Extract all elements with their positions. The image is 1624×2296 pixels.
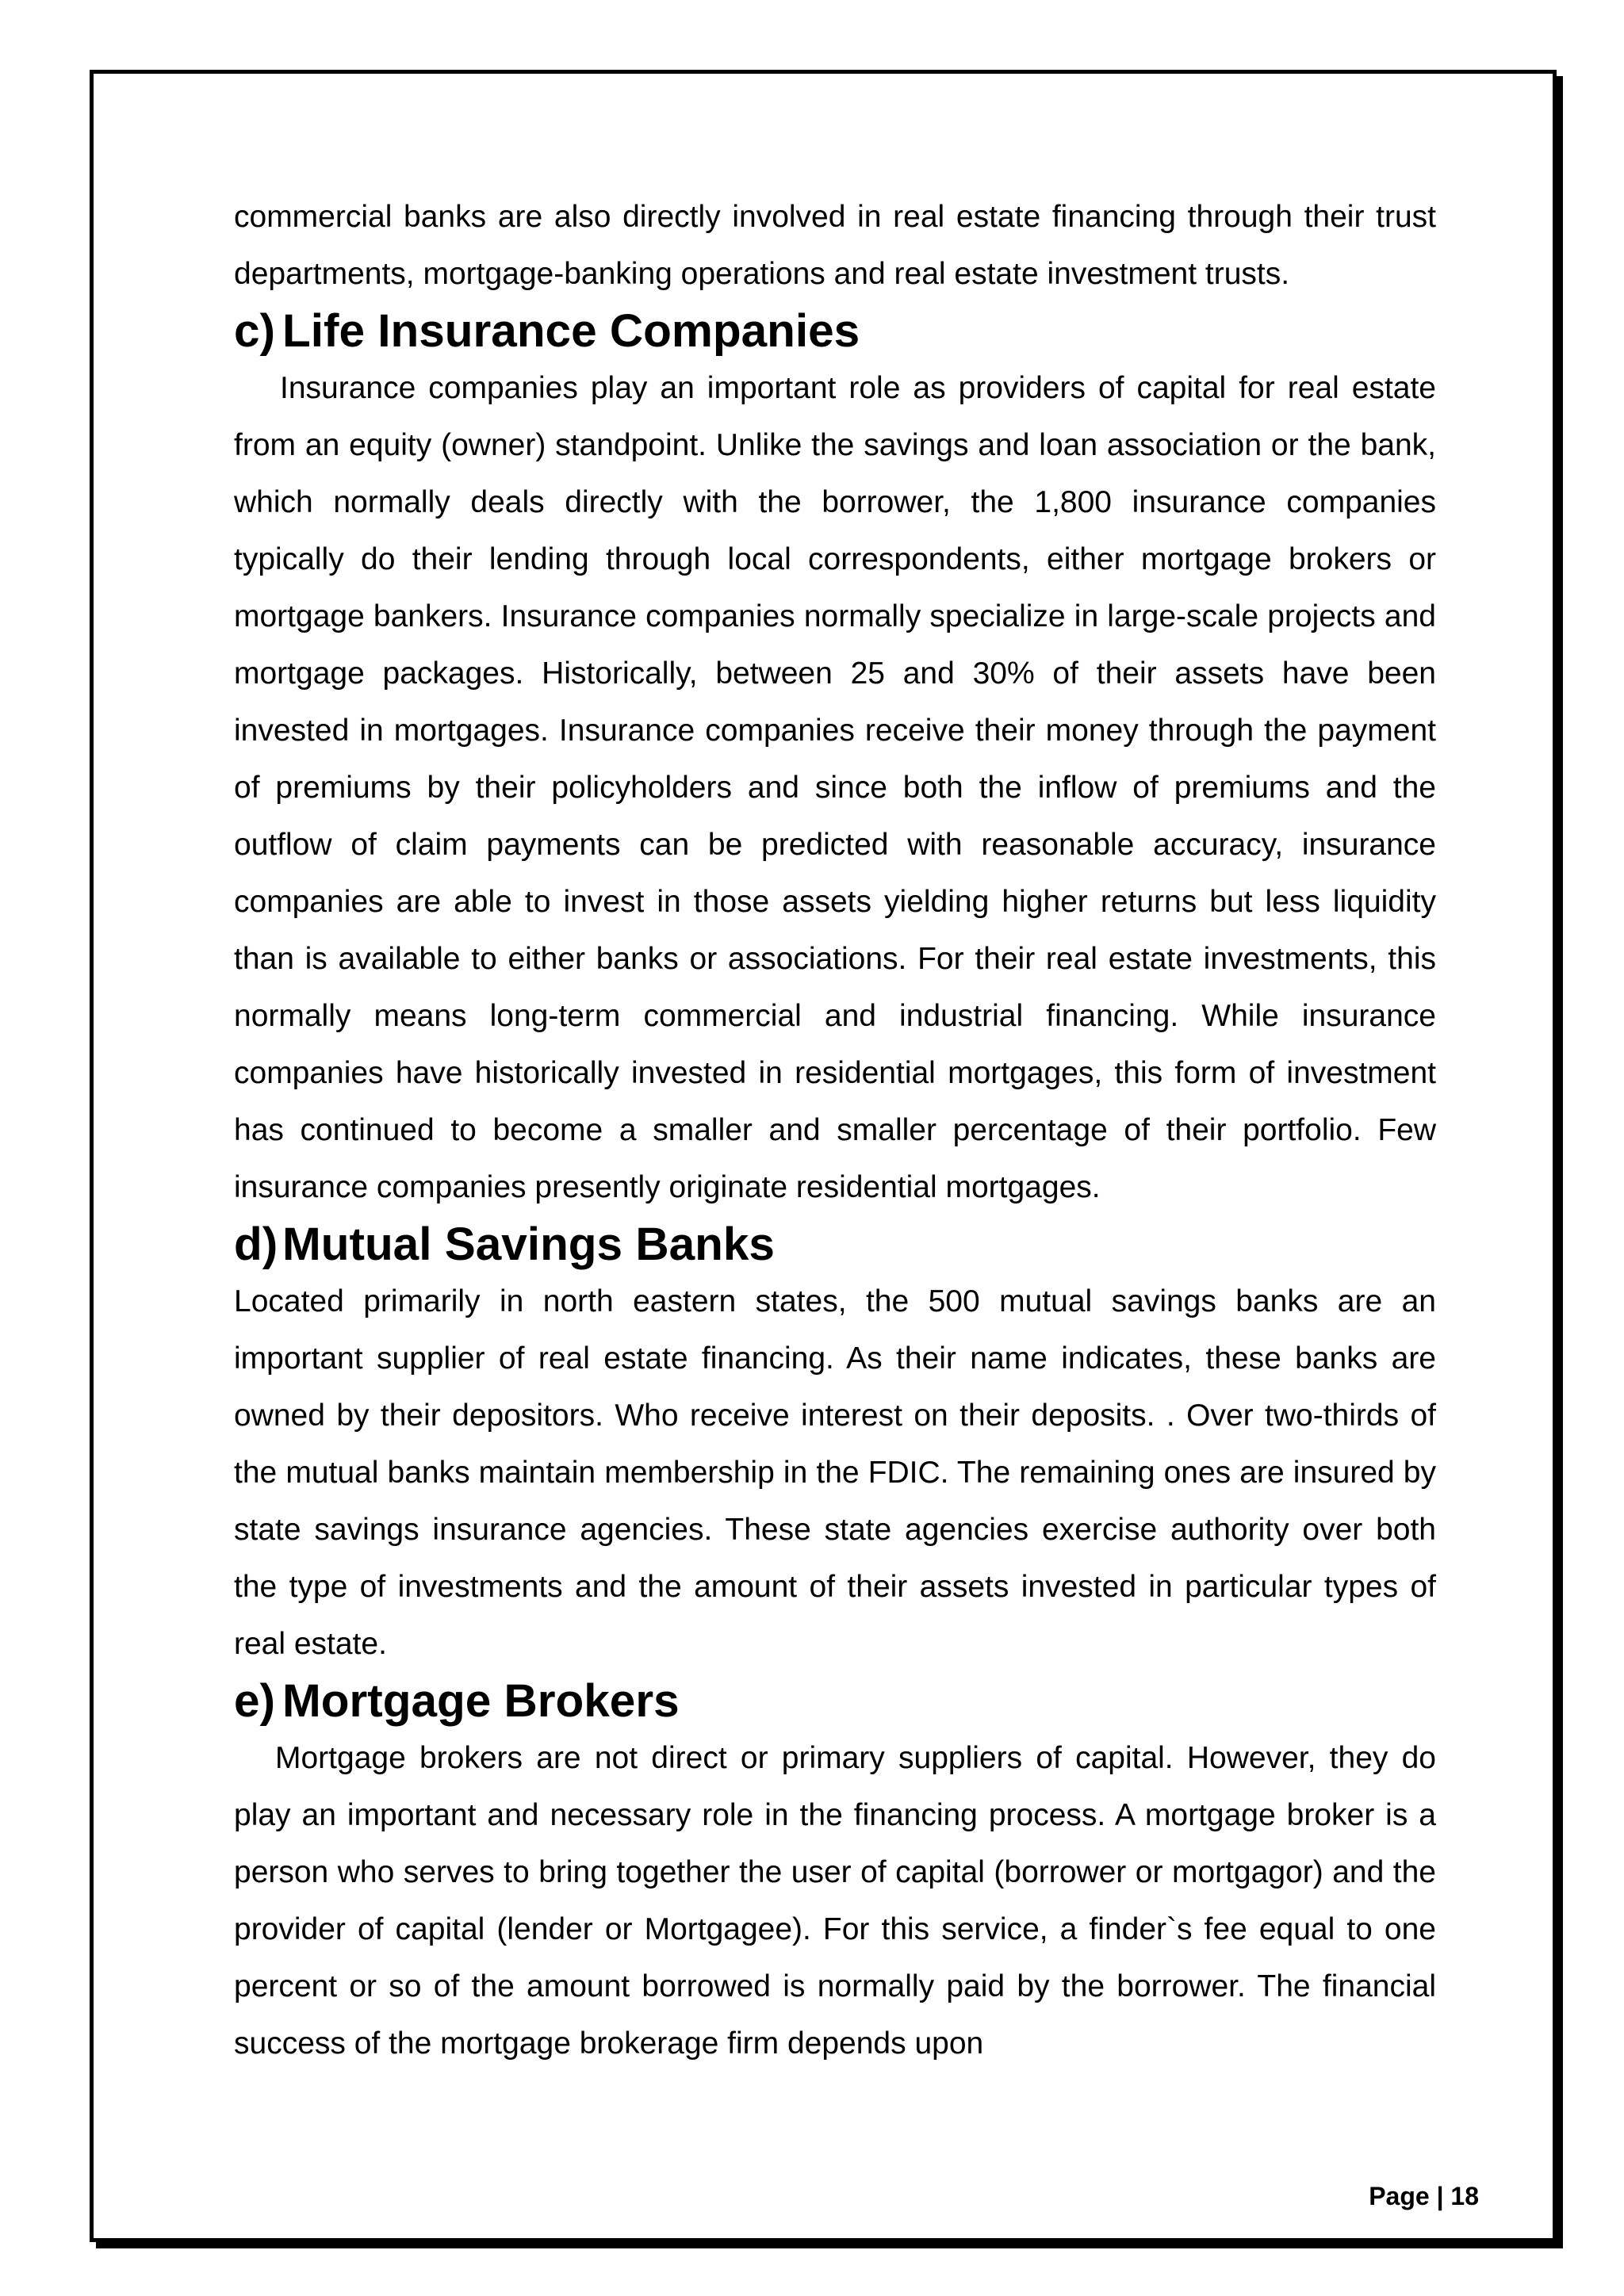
section-heading-mortgage-brokers	[234, 1673, 1436, 1730]
document-body	[234, 189, 1436, 2072]
section-body-mutual-savings: Located primarily in north eastern states, the 500 mutual savings banks are an important supplier of real estate financing. As their name indicates, these banks are owned by their depositors. Who receive interest on their deposits. . Over two-thirds of the mutual banks maintain membership in the FDIC. The remaining ones are insured by state savings insurance agencies. These state agencies exercise authority over both the type of investments and the amount of their assets invested in particular types of real estate.	[234, 1284, 1436, 1661]
section-heading-mutual-savings	[234, 1216, 1436, 1273]
section-title: Life Insurance Companies	[282, 305, 860, 357]
section-title: Mutual Savings Banks	[282, 1219, 775, 1270]
section-letter: d)	[234, 1219, 278, 1270]
intro-paragraph: commercial banks are also directly involved in real estate financing through their trust departments, mortgage-banking operations and real estate investment trusts.	[234, 200, 1436, 291]
section-letter: c)	[234, 305, 276, 357]
section-body-life-insurance: Insurance companies play an important role as providers of capital for real estate from an equity (owner) standpoint. Unlike the savings and loan association or the bank, which normally deals directly with the borrower, the 1,800 insurance companies typically do their lending through local correspondents, either mortgage brokers or mortgage bankers. Insurance companies normally specialize in large-scale projects and mortgage packages. Historically, between 25 and 30% of their assets have been invested in mortgages. Insurance companies receive their money through the payment of premiums by their policyholders and since both the inflow of premiums and the outflow of claim payments can be predicted with reasonable accuracy, insurance companies are able to invest in those assets yielding higher returns but less liquidity than is available to either banks or associations. For their real estate investments, this normally means long-term commercial and industrial financing. While insurance companies have historically invested in residential mortgages, this form of investment has continued to become a smaller and smaller percentage of their portfolio. Few insurance companies presently originate residential mortgages.	[234, 371, 1436, 1204]
page-number: Page | 18	[1369, 2182, 1479, 2210]
section-heading-life-insurance	[234, 303, 1436, 360]
section-letter: e)	[234, 1675, 276, 1727]
section-title: Mortgage Brokers	[282, 1675, 680, 1727]
section-body-mortgage-brokers: Mortgage brokers are not direct or primary suppliers of capital. However, they do play an important and necessary role in the financing process. A mortgage broker is a person who serves to bring together the user of capital (borrower or mortgagor) and the provider of capital (lender or Mortgagee). For this service, a finder`s fee equal to one percent or so of the amount borrowed is normally paid by the borrower. The financial success of the mortgage brokerage firm depends upon	[234, 1741, 1436, 2061]
